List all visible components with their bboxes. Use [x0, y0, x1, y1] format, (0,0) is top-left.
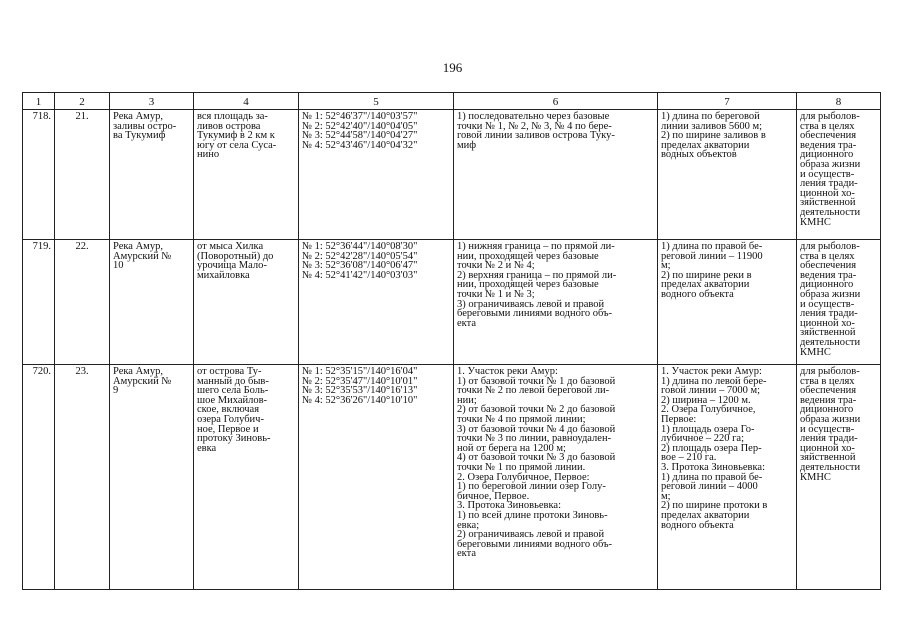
- page-number: 196: [442, 60, 463, 75]
- table-row: [23, 240, 881, 365]
- base-point-coordinates: № 1: 52°46'37"/140°03'57" № 2: 52°42'40"/140°04'05" № 3: 52°44'58"/140°04'27" № 4: 52°43'46"/140°04'32": [299, 110, 454, 240]
- area-size: 1) длина по правой бе- реговой линии – 11900 м; 2) по ширине реки в пределах акватории водного объекта: [658, 240, 797, 365]
- row-number: 718.: [23, 110, 55, 240]
- fishing-areas-table: [22, 92, 881, 590]
- base-point-coordinates: № 1: 52°36'44"/140°08'30" № 2: 52°42'28"/140°05'54" № 3: 52°36'08"/140°06'47" № 4: 52°41'42"/140°03'03": [299, 240, 454, 365]
- row-index: 23.: [55, 365, 110, 590]
- purpose: для рыболов- ства в целях обеспечения ведения тра- диционного образа жизни и осуществ- ления тради- ционной хо- зяйственной деятельности КМНС: [797, 240, 881, 365]
- table-row: [23, 365, 881, 590]
- row-index: 21.: [55, 110, 110, 240]
- row-index: 22.: [55, 240, 110, 365]
- location-description: вся площадь за- ливов острова Тукумиф в 2 км к югу от села Суса- нино: [194, 110, 299, 240]
- row-number: 720.: [23, 365, 55, 590]
- header-col-8: 8: [797, 93, 881, 110]
- header-col-2: 2: [55, 93, 110, 110]
- purpose: для рыболов- ства в целях обеспечения ведения тра- диционного образа жизни и осуществ- ления тради- ционной хо- зяйственной деятельности КМНС: [797, 365, 881, 590]
- row-number: 719.: [23, 240, 55, 365]
- area-size: 1. Участок реки Амур: 1) длина по левой бере- говой линии – 7000 м; 2) ширина – 1200 м. 2. Озера Голубичное, Первое: 1) площадь озера Го- лубичное – 220 га; 2) площадь озера Пер- вое – 210 га. 3. Протока Зиновьевка: 1) длина по правой бе- реговой линии – 4000 м; 2) по ширине протоки в пределах акватории водного объекта: [658, 365, 797, 590]
- purpose: для рыболов- ства в целях обеспечения ведения тра- диционного образа жизни и осуществ- ления тради- ционной хо- зяйственной деятельности КМНС: [797, 110, 881, 240]
- water-body-name: Река Амур, Амурский № 9: [110, 365, 194, 590]
- header-col-3: 3: [110, 93, 194, 110]
- water-body-name: Река Амур, Амурский № 10: [110, 240, 194, 365]
- water-body-name: Река Амур, заливы остро- ва Тукумиф: [110, 110, 194, 240]
- header-col-1: 1: [23, 93, 55, 110]
- table-row: [23, 110, 881, 240]
- header-col-4: 4: [194, 93, 299, 110]
- base-point-coordinates: № 1: 52°35'15"/140°16'04" № 2: 52°35'47"/140°10'01" № 3: 52°35'53"/140°16'13" № 4: 52°36'26"/140°10'10": [299, 365, 454, 590]
- header-col-7: 7: [658, 93, 797, 110]
- location-description: от острова Ту- манный до быв- шего села Боль- шое Михайлов- ское, включая озера Голубич- ное, Первое и протоку Зиновь- евка: [194, 365, 299, 590]
- header-col-5: 5: [299, 93, 454, 110]
- boundary-description: 1) нижняя граница – по прямой ли- нии, проходящей через базовые точки № 2 и № 4; 2) верхняя граница – по прямой ли- нии, проходящей через базовые точки № 1 и № 3; 3) ограничиваясь левой и правой береговыми линиями водного объ- екта: [454, 240, 658, 365]
- area-size: 1) длина по береговой линии заливов 5600 м; 2) по ширине заливов в пределах акватории водных объектов: [658, 110, 797, 240]
- boundary-description: 1. Участок реки Амур: 1) от базовой точки № 1 до базовой точки № 2 по левой береговой ли- нии; 2) от базовой точки № 2 до базовой точки № 4 по прямой линии; 3) от базовой точки № 4 до базовой точки № 3 по линии, равноудален- ной от берега на 1200 м; 4) от базовой точки № 3 до базовой точки № 1 по прямой линии. 2. Озера Голубичное, Первое: 1) по береговой линии озер Голу- бичное, Первое. 3. Протока Зиновьевка: 1) по всей длине протоки Зиновь- евка; 2) ограничиваясь левой и правой береговыми линиями водного объ- екта: [454, 365, 658, 590]
- location-description: от мыса Хилка (Поворотный) до урочища Мало- михайловка: [194, 240, 299, 365]
- boundary-description: 1) последовательно через базовые точки № 1, № 2, № 3, № 4 по бере- говой линии заливов острова Туку- миф: [454, 110, 658, 240]
- header-col-6: 6: [454, 93, 658, 110]
- header-row: [23, 93, 881, 110]
